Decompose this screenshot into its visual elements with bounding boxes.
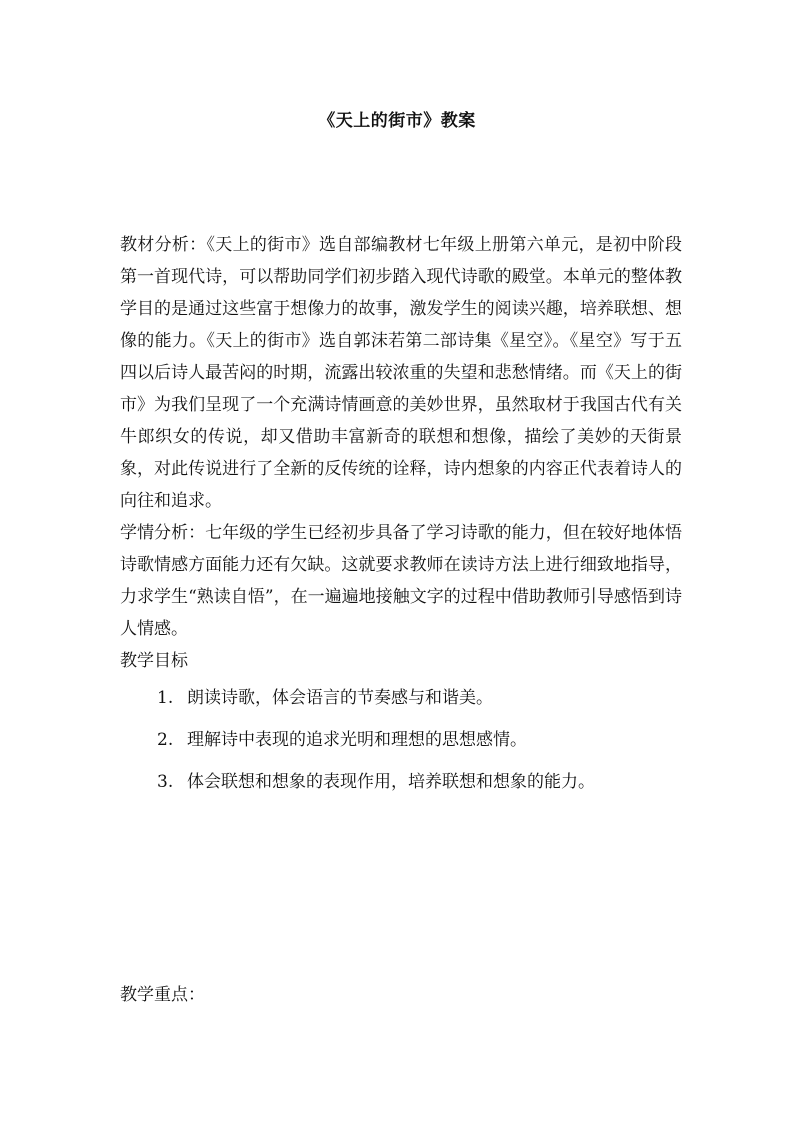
list-item-text: 朗读诗歌，体会语言的节奏感与和谐美。 [187, 688, 493, 708]
key-points-heading: 教学重点： [120, 985, 205, 1005]
document-body [120, 229, 682, 803]
textbook-analysis-paragraph: 教材分析：《天上的街市》选自部编教材七年级上册第六单元，是初中阶段第一首现代诗，可以帮助同学们初步踏入现代诗歌的殿堂。本单元的整体教学目的是通过这些富于想像力的故事，激发学生的阅读兴趣，培养联想、想像的能力。《天上的街市》选自郭沫若第二部诗集《星空》。《星空》写于五四以后诗人最苦闷的时期，流露出较浓重的失望和悲愁情绪。而《天上的街市》为我们呈现了一个充满诗情画意的美妙世界，虽然取材于我国古代有关牛郎织女的传说，却又借助丰富新奇的联想和想像，描绘了美妙的天街景象，对此传说进行了全新的反传统的诠释，诗内想象的内容正代表着诗人的向往和追求。 [120, 235, 682, 511]
list-item-number: 1. [157, 688, 174, 708]
list-item [120, 719, 682, 761]
list-item [120, 761, 682, 803]
student-analysis-paragraph: 学情分析：七年级的学生已经初步具备了学习诗歌的能力，但在较好地体悟诗歌情感方面能力还有欠缺。这就要求教师在读诗方法上进行细致地指导，力求学生“熟读自悟”，在一遍遍地接触文字的过程中借助教师引导感悟到诗人情感。 [120, 523, 682, 639]
list-item-number: 2. [157, 730, 174, 750]
list-item-text: 体会联想和想象的表现作用，培养联想和想象的能力。 [187, 772, 595, 792]
teaching-goals-list [120, 677, 682, 803]
list-item-text: 理解诗中表现的追求光明和理想的思想感情。 [187, 730, 527, 750]
document-title: 《天上的街市》教案 [318, 111, 476, 131]
list-item [120, 677, 682, 719]
list-item-number: 3. [157, 772, 174, 792]
teaching-goals-heading: 教学目标 [120, 651, 188, 671]
